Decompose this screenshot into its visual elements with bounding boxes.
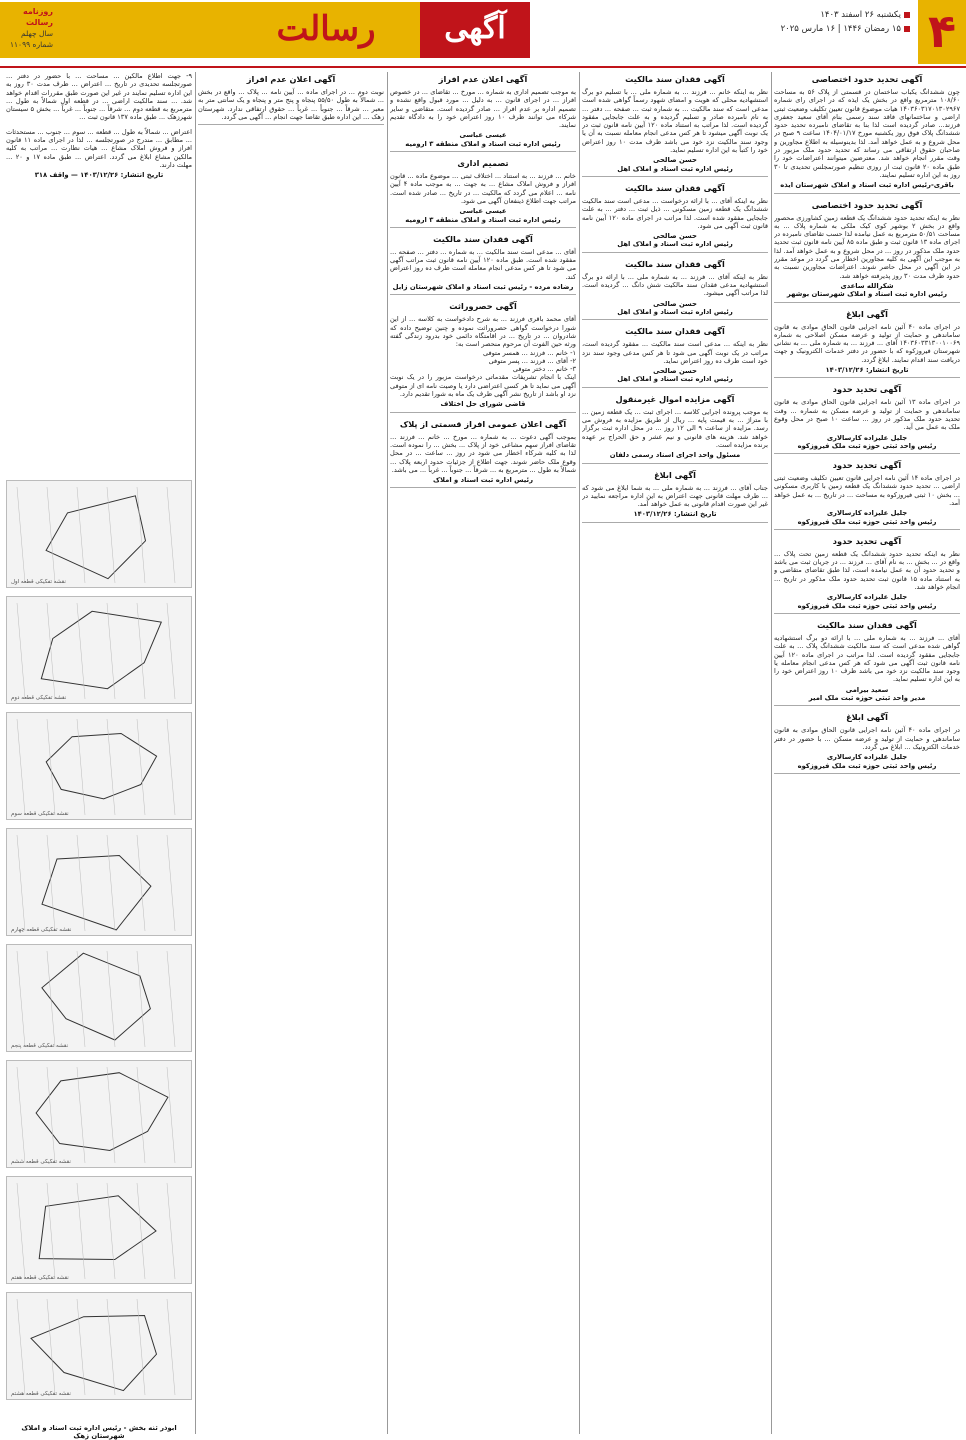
map-gridline bbox=[47, 1299, 55, 1395]
map-gridline bbox=[137, 951, 145, 1047]
ad-divider bbox=[582, 387, 768, 388]
ad-signature: جلیل علیزاده کارسالاری رئیس واحد ثبتی حوزه ثبت ملک فیروزکوه bbox=[797, 433, 937, 450]
ad-signature: سعید بیرامی مدیر واحد ثبتی حوزه ثبت ملک امیر bbox=[808, 685, 926, 703]
column-2 bbox=[582, 72, 768, 1434]
ad-divider bbox=[390, 294, 576, 295]
ad-body: نظر به اینکه تحدید حدود ششدانگ یک قطعه زمین کشاورزی محصور واقع در بخش ۲ بوشهر کوی کیک ملکی به شماره پلاک ... به مساحت ۵۰/۵۱ مترمربع به عمل نیامده لذا حسب تقاضای نامبرده در اجرای ماده ۱۳ قانون ثبت و طبق ماده ۸۵ آیین نامه قانون ثبت تحدید حدود ملک مذکور در روز ... در محل شروع و به عمل خواهد آمد. لذا به موجب این آگهی به کلیه مجاورین اخطار می گردد در موعد مقرر در این آگهی در محل حاضر شوند. اعتراضات مجاورین نسبت به حدود ظرف مدت ۳۰ روز پذیرفته خواهد شد. bbox=[774, 213, 960, 280]
ad-block bbox=[582, 183, 768, 253]
ad-body: آقای محمد باقری فرزند ... به شرح دادخواست به کلاسه ... از این شورا درخواست گواهی حصروراثت نموده و چنین توضیح داده که شادروان ... در تاریخ ... در اقامتگاه دائمی خود بدرود زندگی گفته ورثه حین الفوت آن مرحوم منحصر است به: ۱- خانم ... فرزند ... همسر متوفی ۲- آقای ... فرزند ... پسر متوفی ۳- خانم ... دختر متوفی اینک با انجام تشریفات مقدماتی درخواست مزبور را در یک نوبت آگهی می نماید تا هر کسی اعتراضی دارد یا وصیت نامه ای از متوفی نزد او باشد از تاریخ نشر آگهی ظرف یک ماه به شورا تقدیم دارد. bbox=[390, 315, 576, 399]
ad-body: نظر به اینکه ... مدعی است سند مالکیت ... مفقود گردیده است، مراتب در یک نوبت آگهی می شود تا هر کس مدعی وجود سند نزد خود است ظرف ده روز اعتراض نماید. bbox=[582, 340, 768, 365]
ad-body: نظر به اینکه آقای ... فرزند ... به شماره ملی ... با ارائه دو برگ استشهادیه مدعی فقدان سند مالکیت شش دانگ ... گردیده است. لذا مراتب آگهی میشود. bbox=[582, 272, 768, 298]
map-gridline bbox=[17, 1183, 25, 1279]
date-line-1: یکشنبه ۲۶ اسفند ۱۴۰۳ bbox=[820, 10, 901, 20]
map-gridline bbox=[77, 487, 85, 583]
ad-title: آگهی حصروراثت bbox=[449, 301, 517, 312]
map-gridline bbox=[137, 603, 145, 699]
ad-block bbox=[774, 74, 960, 194]
parcel-map bbox=[6, 480, 192, 588]
ad-divider bbox=[390, 227, 576, 228]
ad-title: آگهی ابلاغ bbox=[654, 469, 696, 480]
ad-title: آگهی ابلاغ bbox=[846, 308, 888, 319]
ad-divider bbox=[774, 193, 960, 194]
ad-body: بموجب آگهی دعوت ... به شماره ... مورخ ... خانم ... فرزند ... تقاضای افراز سهم مشاعی خود از پلاک ... بخش ... را نموده است. لذا به کلیه شرکاء اخطار می شود در روز ... ساعت ... در محل وقوع ملک حاضر شوند. جهت اطلاع از جزئیات حدود اربعه پلاک ... شمالاً به طول ... مترمربع به ... شرقاً ... جنوباً ... غرباً ... می باشد. bbox=[390, 432, 576, 474]
map-gridline bbox=[17, 1299, 25, 1395]
ad-signature: تاریخ انتشار: ۱۴۰۳/۱۲/۲۶ — واقف ۳۱۸ bbox=[34, 171, 164, 180]
column-5-text bbox=[6, 72, 192, 472]
parcel-map bbox=[6, 944, 192, 1052]
parcel-boundary bbox=[36, 1073, 168, 1151]
ad-block bbox=[774, 536, 960, 614]
parcel-map-drawing bbox=[7, 829, 192, 936]
page-number: ۴ bbox=[918, 0, 966, 64]
map-gridline bbox=[137, 1067, 145, 1163]
map-caption: نقشه تفکیکی قطعه پنجم bbox=[11, 1043, 69, 1049]
ad-body: خانم ... فرزند ... به استناد ... اختلاف ثبتی ... موضوع ماده ... قانون افراز و فروش املاک مشاع ... به جهت ... به موجب ماده ۴ آیین نامه ... اعلام می گردد که مالکیت ... در تاریخ ... صادر شده است. مراتب جهت اطلاع ذینفعان آگهی می شود. bbox=[390, 172, 576, 205]
ad-block bbox=[582, 394, 768, 464]
map-caption: نقشه تفکیکی قطعه سوم bbox=[11, 811, 69, 817]
ad-divider bbox=[774, 302, 960, 303]
ad-title: آگهی مزایده اموال غیرمنقول bbox=[615, 393, 735, 404]
parcel-map-drawing bbox=[7, 597, 192, 704]
header-band bbox=[56, 2, 232, 58]
issue-label: شماره ۱۱۰۹۹ bbox=[10, 40, 53, 49]
ad-body: در اجرای ماده ۴۰ آئین نامه اجرایی قانون الحاق موادی به قانون ساماندهی و حمایت از تولید و عرضه مسکن ... با حضور در دفتر خدمات الکترونیک ... ابلاغ می گردد. bbox=[774, 726, 960, 751]
ad-divider bbox=[582, 176, 768, 177]
map-gridline bbox=[107, 1067, 115, 1163]
ad-block bbox=[582, 74, 768, 177]
ad-signature: تاریخ انتشار: ۱۴۰۳/۱۲/۲۶ bbox=[825, 366, 909, 375]
parcel-map-drawing bbox=[7, 1177, 192, 1284]
ad-signature: جلیل علیزاده کارسالاری رئیس واحد ثبتی حوزه ثبت ملک فیروزکوه bbox=[797, 593, 937, 610]
map-gridline bbox=[167, 835, 175, 931]
map-gridline bbox=[167, 951, 175, 1047]
ad-body: نوبت دوم ... در اجرای ماده ... آیین نامه ... پلاک ... واقع در بخش ... شمالاً به طول ۵۵/۵۰ پنجاه و پنج متر و پنجاه و یک سانتی متر به معبر ... شرقاً ... جنوباً ... غرباً ... حقوق ارتفاقی ندارد. شهرستان زهک ... این اداره طبق تقاضا جهت انجام ... آگهی می گردد. bbox=[198, 88, 384, 121]
map-gridline bbox=[47, 951, 55, 1047]
parcel-boundary bbox=[31, 1316, 157, 1391]
ad-title: آگهی فقدان سند مالکیت bbox=[433, 233, 533, 244]
bullet-icon bbox=[904, 12, 910, 18]
ad-title: آگهی فقدان سند مالکیت bbox=[625, 74, 725, 84]
parcel-boundary bbox=[42, 953, 150, 1040]
map-gridline bbox=[167, 487, 175, 583]
ad-block bbox=[774, 460, 960, 530]
ad-block bbox=[582, 326, 768, 387]
section-title: آگهی bbox=[420, 2, 530, 58]
ad-body: به موجب پرونده اجرایی کلاسه ... اجرای ثبت ... یک قطعه زمین ... با متراژ ... به قیمت پایه ... ریال از طریق مزایده به فروش می رسد. مزایده از ساعت ۹ الی ۱۲ روز ... در محل اداره ثبت برگزار خواهد شد. هزینه های قانونی و نیم عشر و حق الحراج بر عهده برنده مزایده است. bbox=[582, 407, 768, 449]
ad-title: آگهی فقدان سند مالکیت bbox=[817, 619, 917, 630]
column-divider bbox=[579, 72, 580, 1434]
parcel-map bbox=[6, 828, 192, 936]
map-gridline bbox=[77, 719, 85, 815]
ad-body: آقای ... مدعی است سند مالکیت ... به شماره ... دفتر ... صفحه ... مفقود شده است. طبق ماده ۱۲۰ آیین نامه قانون ثبت مراتب آگهی می شود تا هر کس مدعی انجام معامله است ظرف ده روز اعتراض کند. bbox=[390, 247, 576, 281]
map-gridline bbox=[77, 951, 85, 1047]
footer-signature: ابوذر ثنه بخش - رئیس اداره ثبت اسناد و املاک شهرستان زهک bbox=[21, 1424, 177, 1440]
map-gridline bbox=[77, 1299, 85, 1395]
ad-body: به موجب تصمیم اداری به شماره ... مورخ ... تقاضای ... در خصوص افراز ... در اجرای قانون ... به دلیل ... مورد قبول واقع نشده و تصمیم اداره بر عدم افراز ... صادر گردیده است. متقاضی و سایر شرکاء می توانند ظرف ۱۰ روز اعتراض خود را به دادگاه تقدیم نمایند. bbox=[390, 88, 576, 130]
masthead bbox=[0, 0, 966, 68]
map-gridline bbox=[47, 719, 55, 815]
ad-signature: شکرالله ساعدی رئیس اداره ثبت اسناد و املاک شهرستان بوشهر bbox=[786, 281, 948, 299]
ad-divider bbox=[198, 124, 384, 125]
map-caption: نقشه تفکیکی قطعه چهارم bbox=[11, 927, 72, 933]
ad-block bbox=[6, 72, 192, 122]
ad-body: در اجرای ماده ۱۳ آئین نامه اجرایی قانون الحاق موادی به قانون ساماندهی و حمایت از تولید و عرضه مسکن به شماره ... وقت تحدید حدود ملک مذکور در روز ... ساعت ۱۰ صبح در محل وقوع ملک به عمل می آید. bbox=[774, 398, 960, 432]
map-gridline bbox=[47, 487, 55, 583]
ad-body: اعتراض ... شمالاً به طول ... قطعه ... سوم ... جنوب ... مستحدثات ... مطابق ... مندرج در صورتجلسه ... لذا در اجرای ماده ۱۱ قانون افراز و فروش املاک مشاع ... هیات نظارت ... مراتب به کلیه مالکین مشاع ابلاغ می گردد. اعتراض ... طبق ماده ۱۷ و ۲۰ ... مهلت دارند. bbox=[6, 127, 192, 169]
ad-block bbox=[390, 158, 576, 228]
column-3 bbox=[390, 72, 576, 1434]
ad-signature: قاضی شورای حل اختلاف bbox=[440, 400, 526, 409]
ad-title: آگهی اعلان عدم افراز bbox=[246, 74, 336, 84]
parcel-boundary bbox=[46, 734, 156, 799]
ad-block bbox=[390, 419, 576, 489]
parcel-boundary bbox=[46, 496, 145, 579]
map-gridline bbox=[47, 1183, 55, 1279]
header-rule bbox=[0, 66, 966, 68]
column-4 bbox=[198, 72, 384, 1434]
parcel-map-drawing bbox=[7, 481, 192, 588]
ad-block bbox=[582, 470, 768, 523]
map-caption: نقشه تفکیکی قطعه هفتم bbox=[11, 1275, 69, 1281]
ad-signature: عیسی عباسی رئیس اداره ثبت اسناد و املاک منطقه ۳ ارومیه bbox=[405, 207, 561, 224]
ad-signature: رضاده مرده - رئیس ثبت اسناد و املاک شهرستان زابل bbox=[392, 283, 574, 292]
parcel-map bbox=[6, 1176, 192, 1284]
column-1 bbox=[774, 72, 960, 1434]
date-block bbox=[740, 8, 910, 36]
map-gridline bbox=[77, 1067, 85, 1163]
column-divider bbox=[387, 72, 388, 1434]
ad-block bbox=[390, 234, 576, 295]
map-gridline bbox=[107, 1299, 115, 1395]
ad-title: تصمیم اداری bbox=[457, 158, 509, 169]
ad-body: در اجرای ماده ۴۰ آئین نامه اجرایی قانون الحاق موادی به قانون ساماندهی و حمایت از تولید و عرضه مسکن اصلاحی به شماره ۱۴۰۳۶۰۳۳۱۳۰۰۱۰۰۶۹ آقای ... فرزند ... به شماره ملی ... به نشانی شهرستان فیروزکوه که با حضور در دفتر خدمات الکترونیک و جهت دریافت سند اقدام نمایند. ابلاغ گردد. bbox=[774, 322, 960, 364]
map-gridline bbox=[107, 835, 115, 931]
ad-block bbox=[774, 620, 960, 706]
ad-title: آگهی فقدان سند مالکیت bbox=[625, 258, 725, 269]
map-gridline bbox=[107, 603, 115, 699]
ad-divider bbox=[582, 252, 768, 253]
ad-block bbox=[198, 74, 384, 125]
ad-divider bbox=[390, 412, 576, 413]
map-gridline bbox=[77, 1183, 85, 1279]
brand-label: روزنامه رسالت bbox=[23, 7, 53, 27]
map-gridline bbox=[17, 1067, 25, 1163]
ad-signature: حسن صالحی رئیس اداره ثبت اسناد و املاک اهل bbox=[617, 156, 733, 173]
ad-block bbox=[390, 301, 576, 412]
map-gridline bbox=[167, 1299, 175, 1395]
parcel-boundary bbox=[39, 1196, 156, 1260]
map-gridline bbox=[47, 835, 55, 931]
ad-title: آگهی اعلان عدم افراز bbox=[438, 74, 528, 84]
date-line-2: ۱۵ رمضان ۱۴۴۶ | ۱۶ مارس ۲۰۲۵ bbox=[780, 24, 901, 34]
ad-signature: حسن صالحی رئیس اداره ثبت اسناد و املاک اهل bbox=[617, 299, 733, 316]
ad-divider bbox=[582, 522, 768, 523]
parcel-map-drawing bbox=[7, 1293, 192, 1400]
ad-block bbox=[6, 128, 192, 180]
ad-signature: تاریخ انتشار: ۱۴۰۳/۱۲/۲۶ bbox=[633, 510, 717, 519]
ad-block bbox=[582, 259, 768, 320]
parcel-map-drawing bbox=[7, 945, 192, 1052]
newspaper-logo: رسالت bbox=[232, 2, 420, 58]
ad-body: نظر به اینکه آقای ... با ارائه درخواست ... مدعی است سند مالکیت ششدانگ یک قطعه زمین مسکونی ... ذیل ثبت ... دفتر ... به علت جابجایی مفقود شده است. لذا مراتب در اجرای ماده ۱۲۰ آیین نامه قانون ثبت آگهی می شود. bbox=[582, 196, 768, 230]
map-gridline bbox=[167, 719, 175, 815]
parcel-boundary bbox=[42, 856, 151, 930]
parcel-map bbox=[6, 596, 192, 704]
bullet-icon bbox=[904, 26, 910, 32]
ad-block bbox=[774, 384, 960, 454]
parcel-map-drawing bbox=[7, 1061, 192, 1168]
ad-signature: حسن صالحی رئیس اداره ثبت اسناد و املاک اهل bbox=[617, 232, 733, 249]
year-label: سال چهلم bbox=[21, 29, 53, 38]
ad-body: آقای ... فرزند ... به شماره ملی ... با ارائه دو برگ استشهادیه گواهی شده مدعی است که سند مالکیت ششدانگ پلاک ... به علت جابجایی مفقود گردیده است. لذا مراتب در اجرای ماده ۱۲۰ آیین نامه قانون ثبت آگهی می شود که هر کس مدعی انجام معامله یا وجود سند مالکیت نزد خود می باشد ظرف ۱۰ روز اعتراض خود را به این اداره تسلیم نماید. bbox=[774, 633, 960, 684]
map-gridline bbox=[137, 719, 145, 815]
ad-title: آگهی فقدان سند مالکیت bbox=[625, 182, 725, 193]
ad-divider bbox=[774, 453, 960, 454]
ad-body: نظر به اینکه خانم ... فرزند ... به شماره ملی ... با تسلیم دو برگ استشهادیه محلی که هویت و امضای شهود رسماً گواهی شده است مدعی است که سند مالکیت ... به شماره ثبت ... صفحه ... دفتر ... به نام نامبرده صادر و تسلیم گردیده و به علت جابجایی مفقود گردیده است. لذا مراتب به استناد ماده ۱۲۰ آیین نامه قانون ثبت در یک نوبت آگهی میشود تا هر کس مدعی انجام معامله نسبت به آن یا وجود سند مالکیت نزد خود می باشد ظرف مدت ۱۰ روز اعتراض خود را کتباً به این اداره تسلیم نماید. bbox=[582, 88, 768, 155]
ad-signature: مسئول واحد اجرای اسناد رسمی دلفان bbox=[609, 451, 741, 460]
map-gridline bbox=[47, 603, 55, 699]
ad-signature: باقری-رئیس اداره ثبت اسناد و املاک شهرستان ایذه bbox=[780, 181, 954, 190]
parcel-map bbox=[6, 1060, 192, 1168]
map-caption: نقشه تفکیکی قطعه ششم bbox=[11, 1159, 71, 1165]
parcel-map-drawing bbox=[7, 713, 192, 820]
map-gridline bbox=[17, 951, 25, 1047]
map-gridline bbox=[107, 719, 115, 815]
parcel-map bbox=[6, 712, 192, 820]
ad-divider bbox=[774, 773, 960, 774]
ad-signature: جلیل علیزاده کارسالاری رئیس واحد ثبتی حوزه ثبت ملک فیروزکوه bbox=[797, 753, 937, 770]
map-gridline bbox=[107, 1183, 115, 1279]
parcel-map bbox=[6, 1292, 192, 1400]
ad-signature: رئیس اداره ثبت اسناد و املاک bbox=[433, 476, 533, 485]
ad-divider bbox=[774, 377, 960, 378]
ad-title: آگهی فقدان سند مالکیت bbox=[625, 326, 725, 337]
map-gridline bbox=[17, 719, 25, 815]
map-gridline bbox=[17, 603, 25, 699]
map-gridline bbox=[167, 603, 175, 699]
ad-body: در اجرای ماده ۱۴ آئین نامه اجرایی قانون تعیین تکلیف وضعیت ثبتی اراضی ... تحدید حدود ششدانگ یک قطعه زمین با کاربری مسکونی ... بخش ۱۰ ثبتی فیروزکوه به مساحت ... در تاریخ ... به عمل خواهد آمد. bbox=[774, 474, 960, 507]
map-gridline bbox=[47, 1067, 55, 1163]
ad-divider bbox=[390, 487, 576, 488]
map-caption: نقشه تفکیکی قطعه اول bbox=[11, 579, 66, 585]
ad-title: آگهی تحدید حدود اختصاصی bbox=[811, 74, 923, 84]
map-caption: نقشه تفکیکی قطعه دوم bbox=[11, 695, 67, 701]
ad-divider bbox=[582, 319, 768, 320]
ad-body: ۹- جهت اطلاع مالکین ... مساحت ... با حضور در دفتر ... صورتجلسه تحدیدی در تاریخ ... اعتراض ... ظرف مدت ۳۰ روز به این اداره تسلیم نمایند در غیر این صورت طبق مقررات اقدام خواهد شد. ... سند مالکیت اراضی ... در قطعه اول شمالاً به طول ... مترمربع به قطعه دوم ... شرقاً ... جنوباً ... غرباً ... بخش ۵ سیستان شهرزهک ... طبق ماده ۱۳۷ قانون ثبت ... bbox=[6, 72, 192, 122]
ad-title: آگهی تحدید حدود bbox=[832, 460, 902, 471]
map-gridline bbox=[167, 1067, 175, 1163]
map-gridline bbox=[137, 835, 145, 931]
ad-body: چون ششدانگ یکباب ساختمان در قسمتی از پلاک ۵۶ به مساحت ۱۰۸/۶۰ مترمربع واقع در بخش یک ایذه که در اجرای رای شماره ۱۴۰۳۶۰۳۱۷۰۱۳۰۲۹۶۷ هیات موضوع قانون تعیین تکلیف وضعیت ثبتی اراضی و ساختمانهای فاقد سند رسمی بنام آقای سعید جعفری فرزند... صادر گردیده است لذا بنا به تقاضای نامبرده تحدید حدود ششدانگ پلاک فوق روز یکشنبه مورخ ۱۴۰۴/۰۱/۱۷ ساعت ۹ صبح در محل شروع و به عمل خواهد آمد. لذا بدینوسیله به اطلاع مجاورین و صاحبان حقوق ارتفاقی می رساند که تحدید حدود ملک مزبور در وقت مقرر انجام خواهد شد. معترضین میتوانند اعتراضات خود را طبق ماده ۲۰ قانون ثبت از روزی تنظیم صورتمجلس تحدیدی تا ۳۰ روز به این اداره تسلیم نمایند. bbox=[774, 88, 960, 179]
ad-title: آگهی ابلاغ bbox=[846, 712, 888, 723]
ad-block bbox=[774, 200, 960, 303]
ad-block bbox=[774, 309, 960, 379]
ad-body: نظر به اینکه تحدید حدود ششدانگ یک قطعه زمین تحت پلاک ... واقع در ... بخش ... به نام آقای ... فرزند ... در جریان ثبت می باشد و تحدید حدود آن به عمل نیامده است، لذا طبق تقاضای متقاضی و به استناد ماده ۱۵ قانون ثبت تحدید حدود ملک مذکور در تاریخ ... انجام خواهد شد. bbox=[774, 549, 960, 592]
map-caption: نقشه تفکیکی قطعه هشتم bbox=[11, 1391, 71, 1397]
map-gridline bbox=[167, 1183, 175, 1279]
issue-info bbox=[0, 2, 56, 58]
ad-divider bbox=[774, 613, 960, 614]
ad-title: آگهی تحدید حدود اختصاصی bbox=[811, 199, 923, 210]
ad-signature: جلیل علیزاده کارسالاری رئیس واحد ثبتی حوزه ثبت ملک فیروزکوه bbox=[797, 509, 937, 526]
ad-title: آگهی اعلان عمومی افراز قسمتی از پلاک bbox=[399, 418, 567, 429]
map-gridline bbox=[17, 487, 25, 583]
ad-divider bbox=[390, 151, 576, 152]
survey-maps bbox=[6, 480, 192, 1420]
ad-title: آگهی تحدید حدود bbox=[832, 535, 902, 546]
ad-title: آگهی تحدید حدود bbox=[832, 384, 902, 395]
ad-divider bbox=[774, 705, 960, 706]
column-divider bbox=[195, 72, 196, 1434]
ad-divider bbox=[582, 463, 768, 464]
ad-signature: عیسی عباسی رئیس اداره ثبت اسناد و املاک منطقه ۳ ارومیه bbox=[405, 131, 561, 148]
ad-body: جناب آقای ... فرزند ... به شماره ملی ... به شما ابلاغ می شود که ... ظرف مهلت قانونی جهت اعتراض به این اداره مراجعه نمایید در غیر این صورت اقدام قانونی به عمل خواهد آمد. bbox=[582, 483, 768, 509]
ad-block bbox=[774, 712, 960, 773]
ad-signature: حسن صالحی رئیس اداره ثبت اسناد و املاک اهل bbox=[617, 367, 733, 384]
map-gridline bbox=[137, 1183, 145, 1279]
map-gridline bbox=[17, 835, 25, 931]
column-divider bbox=[771, 72, 772, 1434]
ad-divider bbox=[774, 529, 960, 530]
map-gridline bbox=[137, 1299, 145, 1395]
ad-block bbox=[390, 74, 576, 152]
